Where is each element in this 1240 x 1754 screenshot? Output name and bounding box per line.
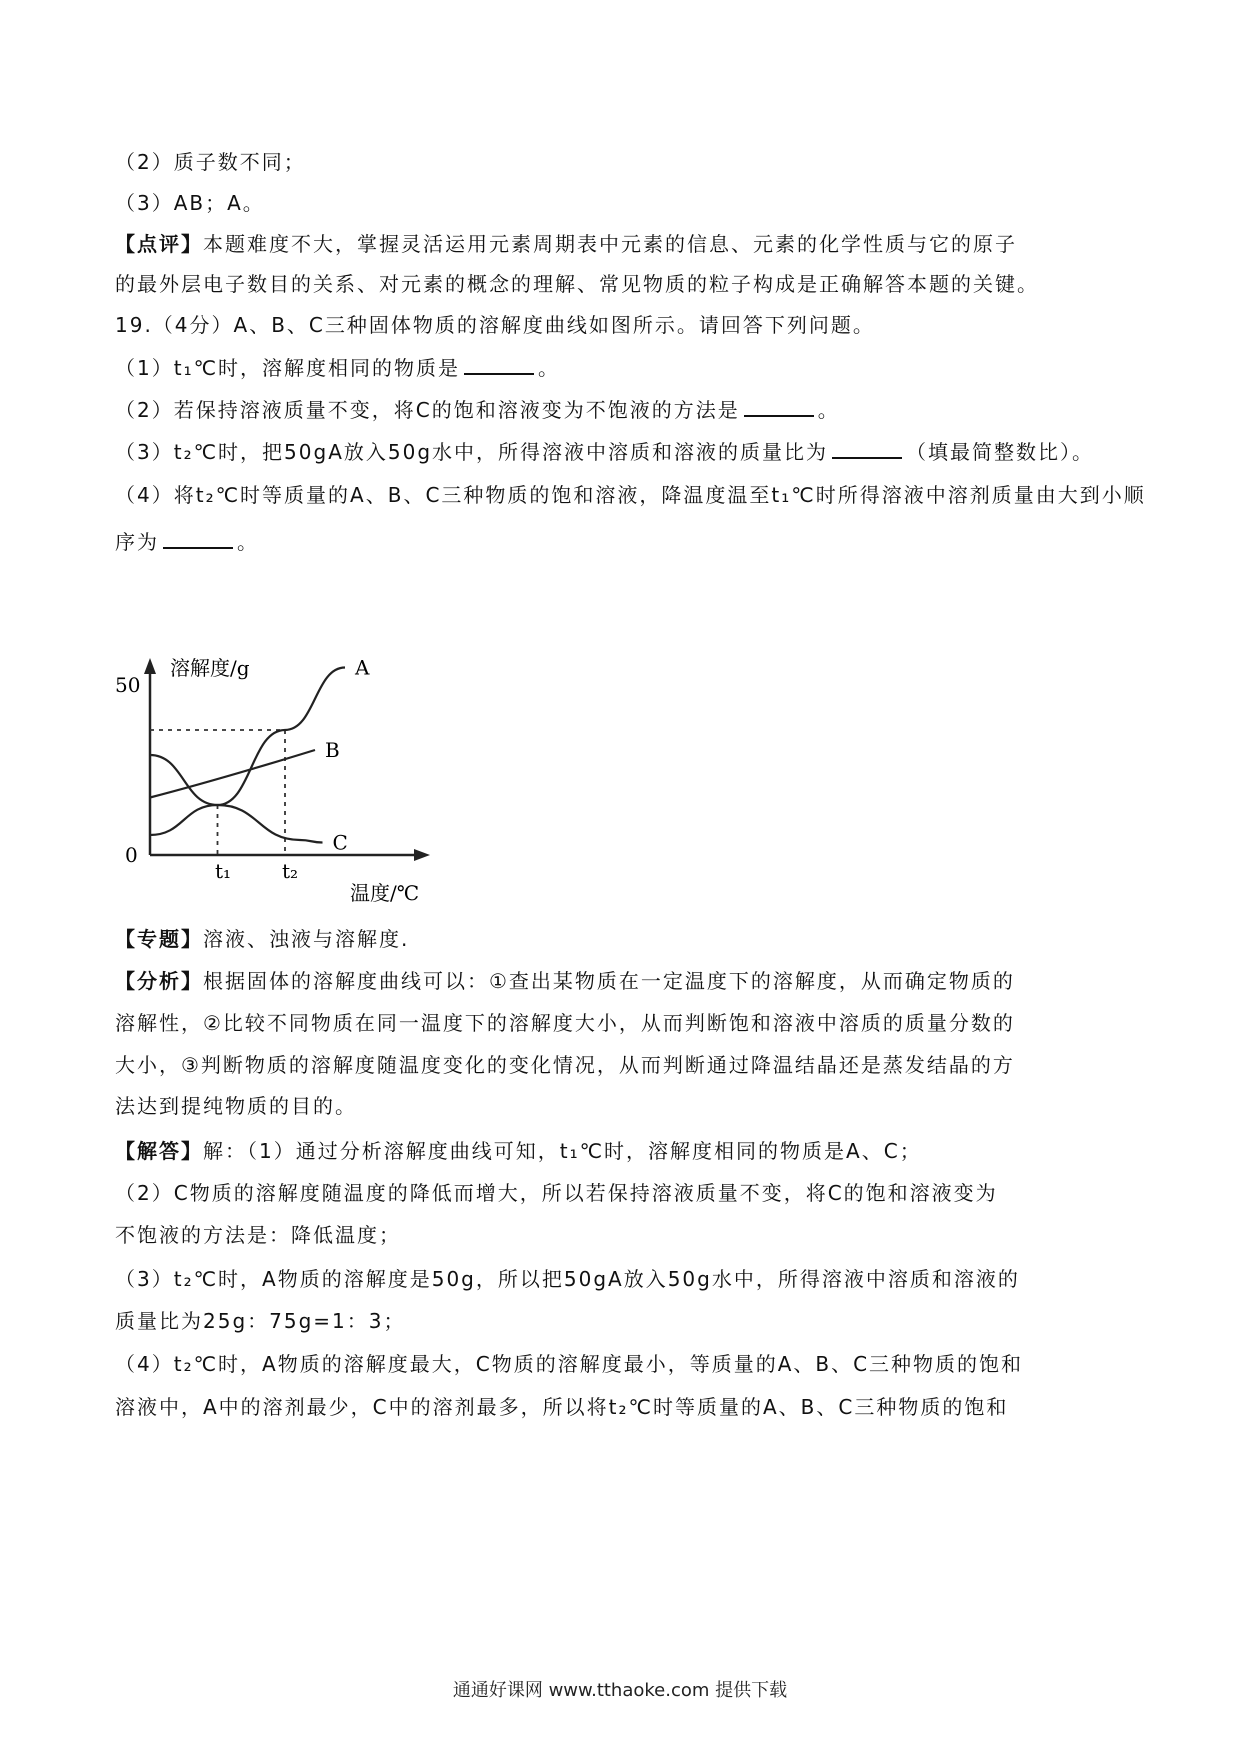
text-line: （2）C物质的溶解度随温度的降低而增大，所以若保持溶液质量不变，将C的饱和溶液变为 (115, 1181, 998, 1205)
answer-blank (163, 527, 233, 549)
question-text: （1）t₁℃时，溶解度相同的物质是 (115, 356, 461, 380)
text-line: 法达到提纯物质的目的。 (115, 1094, 357, 1118)
section-text: 溶液、浊液与溶解度. (203, 927, 410, 951)
text-line: 溶解性，②比较不同物质在同一温度下的溶解度大小，从而判断饱和溶液中溶质的质量分数的 (115, 1011, 1015, 1035)
answer-blank (744, 395, 814, 417)
text-line: 质量比为25g：75g=1：3； (115, 1309, 406, 1333)
question-text: 序为 (115, 530, 159, 554)
x-axis-label: 温度/℃ (350, 881, 420, 905)
section-text: 解：（1）通过分析溶解度曲线可知，t₁℃时，溶解度相同的物质是A、C； (203, 1139, 922, 1163)
text-line (115, 353, 560, 382)
answer-blank (464, 353, 534, 375)
text-line (115, 1137, 922, 1165)
section-tag: 【分析】 (115, 969, 203, 993)
text-line: 19.（4分）A、B、C三种固体物质的溶解度曲线如图所示。请回答下列问题。 (115, 313, 875, 337)
question-text: （2）若保持溶液质量不变，将C的饱和溶液变为不饱液的方法是 (115, 398, 740, 422)
text-line: 不饱液的方法是：降低温度； (115, 1223, 401, 1247)
curve-c (150, 755, 323, 843)
text-line: （4）t₂℃时，A物质的溶解度最大，C物质的溶解度最小，等质量的A、B、C三种物质的饱和 (115, 1352, 1024, 1376)
text-line: 溶液中，A中的溶剂最少，C中的溶剂最多，所以将t₂℃时等质量的A、B、C三种物质的饱和 (115, 1395, 1009, 1419)
text-line (115, 395, 840, 424)
question-text-end: 。 (817, 398, 840, 422)
question-text-end: 。 (237, 530, 259, 554)
origin-label: 0 (125, 843, 138, 867)
text-line: （3）AB；A。 (115, 191, 265, 215)
question-text-end: 。 (538, 356, 561, 380)
text-line: （3）t₂℃时，A物质的溶解度是50g，所以把50gA放入50g水中，所得溶液中溶质和溶液的 (115, 1267, 1020, 1291)
text-line (115, 925, 409, 953)
text-line (115, 967, 1015, 995)
text-line (115, 230, 1017, 258)
x-axis-arrow (414, 849, 430, 861)
solubility-curve-figure (115, 650, 465, 905)
x-tick-label-t2: t₂ (282, 859, 299, 883)
section-tag: 【解答】 (115, 1139, 203, 1163)
answer-blank (832, 437, 902, 459)
series-label-a: A (355, 655, 370, 680)
page-footer: 通通好课网 www.tthaoke.com 提供下载 (452, 1680, 788, 1701)
text-line (115, 437, 1094, 466)
y-axis-label: 溶解度/g (170, 656, 250, 680)
section-tag: 【点评】 (115, 232, 203, 256)
text-line: 的最外层电子数目的关系、对元素的概念的理解、常见物质的粒子构成是正确解答本题的关键。 (115, 272, 1039, 296)
y-axis-arrow (144, 658, 156, 674)
series-label-c: C (332, 830, 348, 855)
x-tick-label-t1: t₁ (215, 859, 232, 883)
series-label-b: B (325, 738, 340, 762)
question-text: （3）t₂℃时，把50gA放入50g水中，所得溶液中溶质和溶液的质量比为 (115, 440, 829, 464)
text-line (115, 527, 259, 556)
curve-a (150, 668, 345, 836)
y-tick-label-50: 50 (115, 673, 141, 697)
text-line: （2）质子数不同； (115, 150, 306, 174)
section-text: 根据固体的溶解度曲线可以：①查出某物质在一定温度下的溶解度，从而确定物质的 (203, 969, 1015, 993)
section-text: 本题难度不大，掌握灵活运用元素周期表中元素的信息、元素的化学性质与它的原子 (203, 232, 1017, 256)
text-line: 大小，③判断物质的溶解度随温度变化的变化情况，从而判断通过降温结晶还是蒸发结晶的方 (115, 1053, 1015, 1077)
question-text-end: （填最简整数比）。 (906, 440, 1095, 464)
text-line: （4）将t₂℃时等质量的A、B、C三种物质的饱和溶液，降温度温至t₁℃时所得溶液中溶剂质量由大到小顺 (115, 483, 1146, 507)
curve-b (150, 750, 315, 798)
section-tag: 【专题】 (115, 927, 203, 951)
